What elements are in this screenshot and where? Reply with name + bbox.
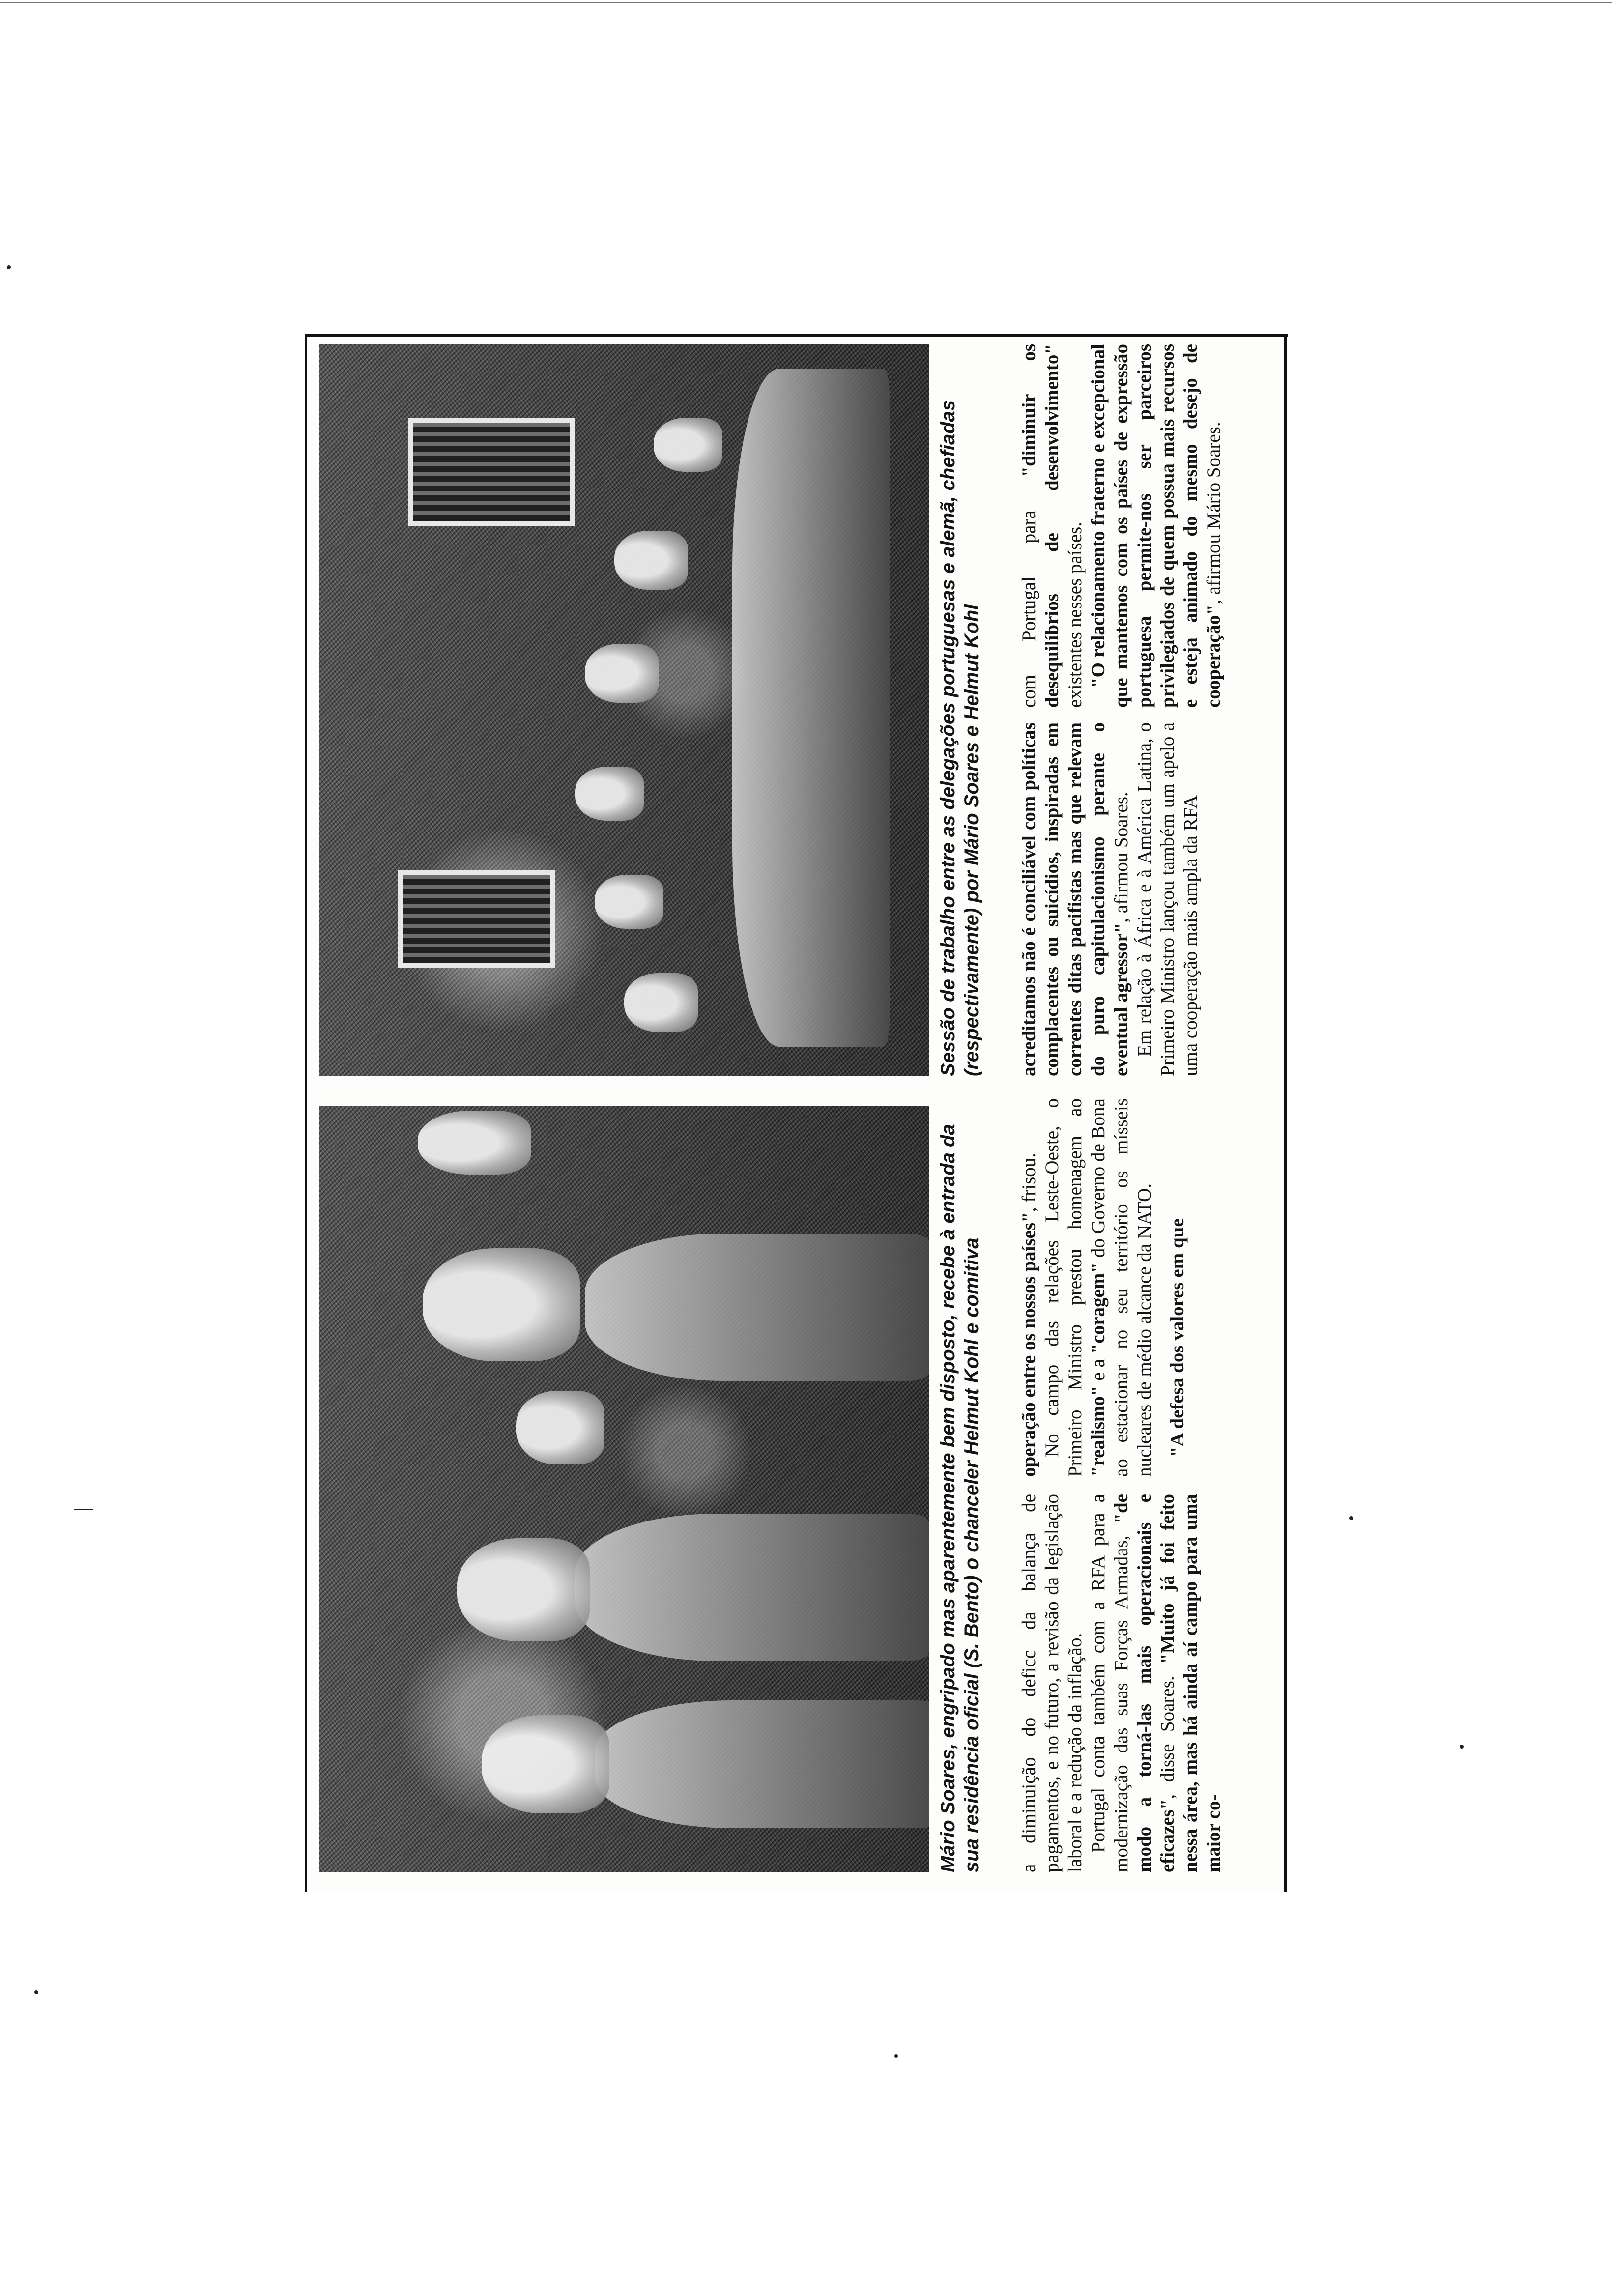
photo-table	[732, 369, 890, 1047]
photo-figure	[595, 875, 663, 929]
scan-speck	[7, 265, 11, 269]
left-photo-caption: Mário Soares, engripado mas aparentemente bem disposto, recebe à entrada da sua residência oficial (S. Bento) o chanceler Helmut Kohl e comitiva	[937, 1124, 982, 1872]
quote-bold: "Muito já foi feito nessa área, mas há ainda aí campo para uma maior co-	[1157, 1494, 1224, 1872]
text: , frisou.	[1018, 1152, 1039, 1212]
scan-speck	[74, 1509, 93, 1510]
text: , afirmou Soares.	[1111, 792, 1132, 923]
quote-bold: "de modo a torná-las mais operacionais e eficazes"	[1111, 1494, 1178, 1872]
photo-figure	[418, 1111, 531, 1175]
paragraph: Em relação à África e à América Latina, o Primeiro Ministro lançou também um apelo a uma cooperação mais ampla da RFA	[1134, 722, 1201, 1076]
scan-top-edge-line	[0, 2, 1612, 3]
photo-working-session	[319, 344, 929, 1076]
quote-bold: "realismo"	[1088, 1385, 1109, 1477]
text: Portugal conta também com a RFA para a modernização das suas Forças Armadas,	[1088, 1494, 1132, 1872]
photo-soares-receives-kohl	[319, 1106, 929, 1872]
photo-figure	[624, 973, 698, 1032]
quote-bold: operação entre os nossos países"	[1018, 1212, 1039, 1477]
left-story-column-2	[1017, 1098, 1189, 1477]
clipping-bottom-rule	[1284, 334, 1287, 1892]
text: No campo das relações Leste-Oeste, o Primeiro Ministro prestou homenagem ao	[1041, 1098, 1086, 1477]
scan-speck	[1460, 1745, 1464, 1749]
photo-window	[398, 870, 555, 968]
text: , disse Soares.	[1157, 1664, 1178, 1799]
photo-figure	[575, 1514, 929, 1661]
quote-bold: "coragem"	[1088, 1263, 1109, 1354]
quote-bold: "O relacionamento fraterno e excepcional que mantemos com os países de expressão portuguesa permite-nos ser parceiros privilegiados de quem possua mais recursos e esteja animado do mesmo desejo de cooperação"	[1088, 344, 1224, 708]
text: e a	[1088, 1354, 1109, 1386]
left-story-column-1	[1017, 1494, 1225, 1872]
paragraph: "A defesa dos valores em que	[1167, 1218, 1188, 1457]
clipping-top-rule	[305, 334, 307, 1892]
text: com Portugal para	[1018, 477, 1039, 708]
paragraph: a diminuição do deficc da balança de pagamentos, e no futuro, a revisão da legislação laboral e a redução da inflação.	[1018, 1494, 1086, 1872]
photo-figure	[585, 644, 659, 703]
photo-figure	[585, 1234, 929, 1381]
text: do Governo de Bona ao estacionar no seu território os mísseis nucleares de médio alcance da NATO.	[1088, 1098, 1155, 1477]
photo-figure	[423, 1248, 580, 1361]
paragraph	[1087, 1494, 1225, 1872]
photo-figure	[516, 1391, 604, 1464]
right-photo-caption: Sessão de trabalho entre as delegações portuguesas e alemã, chefiadas (respectivamente) por Mário Soares e Helmut Kohl	[937, 400, 982, 1076]
paragraph	[1040, 1098, 1156, 1477]
photo-figure	[482, 1715, 609, 1813]
scan-speck	[34, 1990, 38, 1994]
clipping-right-rule	[305, 334, 1288, 337]
right-story-column-2	[1017, 344, 1225, 708]
photo-figure	[595, 1700, 929, 1828]
scan-speck	[1349, 1516, 1353, 1520]
quote-bold: acreditamos não é conciliável com políticas complacentes ou suicídios, inspiradas em correntes ditas pacifistas mas que relevam do puro capitulacionismo perante o eventual agressor"	[1018, 722, 1132, 1076]
quote-bold: "diminuir os desequilíbrios de desenvolvimento"	[1018, 344, 1063, 708]
paragraph	[1017, 722, 1133, 1076]
photo-window	[408, 418, 575, 526]
paragraph	[1017, 344, 1087, 708]
paragraph	[1087, 344, 1225, 708]
photo-figure	[614, 531, 688, 590]
photo-figure	[575, 767, 644, 821]
text: , afirmou Mário Soares.	[1203, 422, 1224, 604]
right-story-column-1	[1017, 722, 1202, 1076]
photo-figure	[457, 1538, 590, 1641]
paragraph	[1017, 1098, 1040, 1477]
clipping-content-rotated	[305, 334, 1288, 1892]
text: existentes nesses países.	[1065, 521, 1086, 708]
newspaper-clipping	[305, 334, 1288, 1892]
photo-figure	[654, 418, 722, 472]
scan-speck	[894, 2054, 898, 2058]
